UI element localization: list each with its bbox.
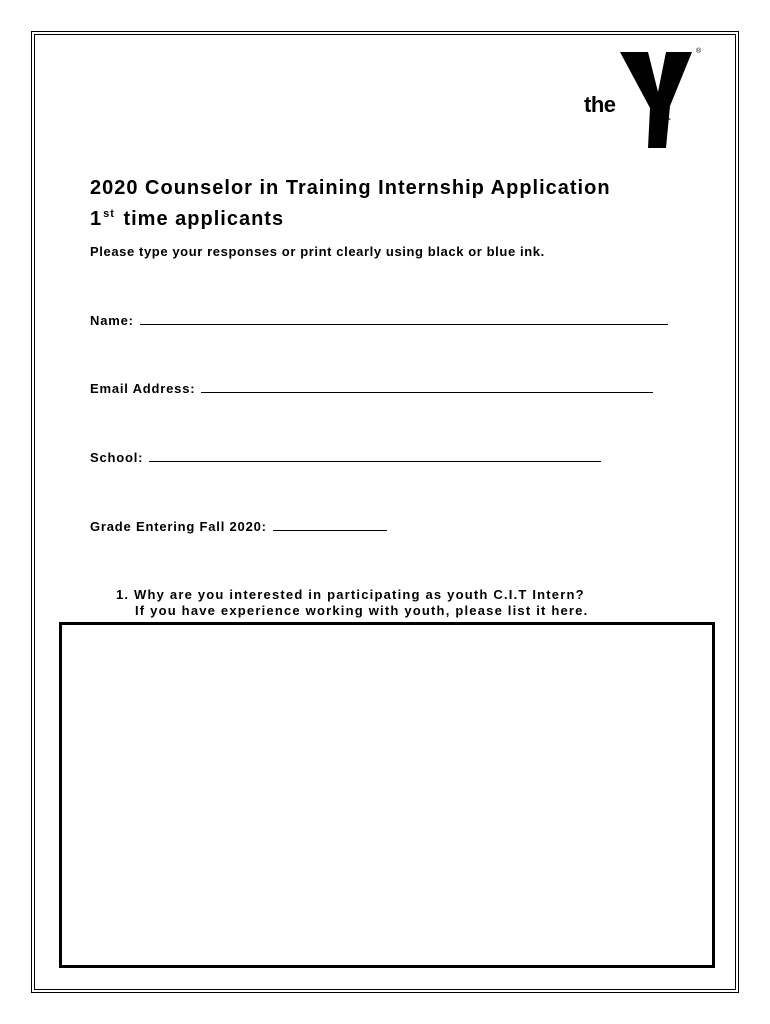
logo-the-text: the	[584, 92, 616, 117]
email-input-line[interactable]	[201, 380, 653, 393]
school-input-line[interactable]	[149, 449, 601, 462]
page-subtitle	[90, 201, 284, 232]
page-title: 2020 Counselor in Training Internship Application	[90, 177, 611, 199]
instructions-text: Please type your responses or print clearly using black or blue ink.	[90, 244, 545, 259]
question-1-answer-box[interactable]	[59, 622, 715, 968]
question-1	[116, 587, 588, 619]
school-label: School:	[90, 450, 144, 465]
email-label: Email Address:	[90, 381, 196, 396]
ymca-logo	[584, 48, 704, 156]
logo-registered-mark: ®	[696, 48, 702, 55]
grade-field	[90, 518, 387, 534]
question-1-line-2: If you have experience working with youth, please list it here.	[135, 603, 589, 618]
subtitle-ordinal-suffix: st	[103, 208, 115, 220]
name-input-line[interactable]	[140, 312, 668, 325]
subtitle-text: time applicants	[123, 208, 285, 230]
name-label: Name:	[90, 313, 134, 328]
grade-label: Grade Entering Fall 2020:	[90, 519, 267, 534]
grade-input-line[interactable]	[273, 518, 387, 531]
subtitle-ordinal-number: 1	[90, 208, 103, 230]
logo-ymca-text: YMCA	[654, 115, 673, 139]
name-field	[90, 312, 668, 328]
question-1-line-1: 1. Why are you interested in participating as youth C.I.T Intern?	[116, 587, 585, 602]
school-field	[90, 449, 601, 465]
email-field	[90, 380, 653, 396]
